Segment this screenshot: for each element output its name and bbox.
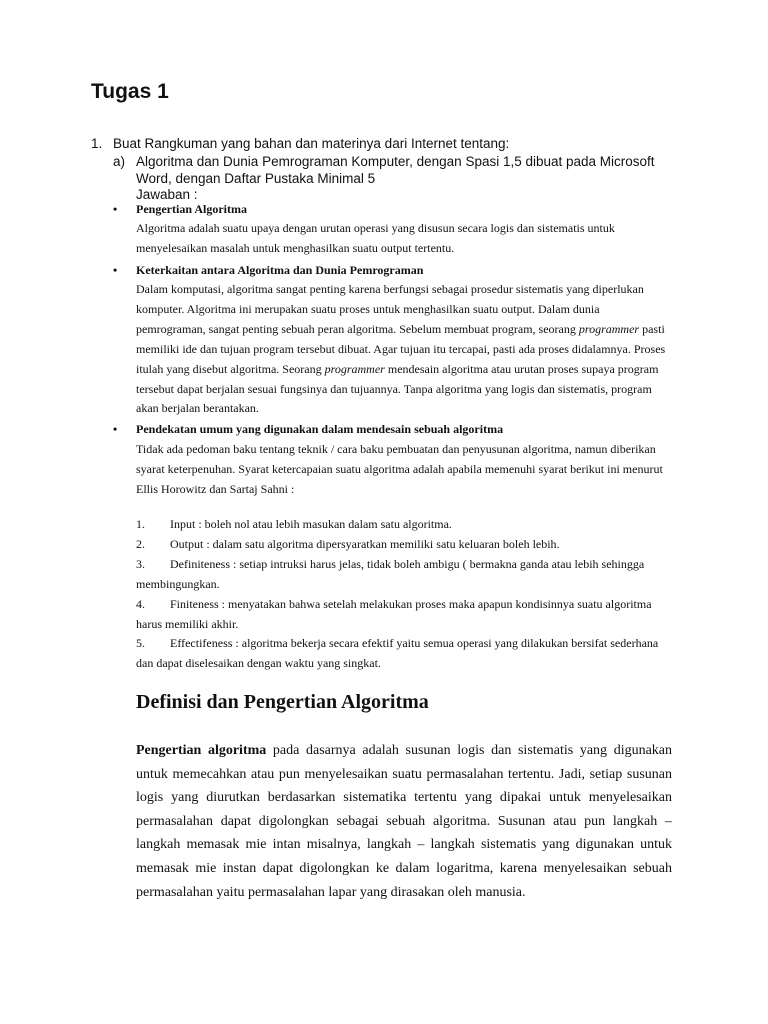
list-item: 2. Output : dalam satu algoritma dipersyaratkan memiliki satu keluaran boleh lebih. [136,536,560,551]
bullet-icon: • [113,263,118,277]
answer-label: Jawaban : [136,187,198,202]
definition-body: Pengertian algoritma pada dasarnya adalah susunan logis dan sistematis yang digunakan untuk memecahkan atau pun menyelesaikan suatu permasalahan tertentu. Jadi, setiap susunan logis yang diurutkan berdasarkan sistematika tertentu yang dipakai untuk menyelesaikan permasalahan dapat digolongkan sebagai sebuah algoritma. Susunan atau pun langkah – langkah memasak mie intan misalnya, langkah – langkah sistematis yang digunakan untuk memasak mie instan dapat digolongkan ke dalam logaritma, karena menyelesaikan sebuah permasalahan yaitu permasalahan lapar yang dirasakan oleh manusia. [136,743,673,900]
bold-term: Pengertian algoritma [136,743,267,758]
bullet-icon: • [113,422,118,436]
definition-heading: Definisi dan Pengertian Algoritma [136,691,429,713]
section-heading: Keterkaitan antara Algoritma dan Dunia Pemrograman [136,263,424,277]
requirements-list [136,515,670,674]
task-number: 1. [91,136,103,151]
subitem-text: Algoritma dan Dunia Pemrograman Komputer, dengan Spasi 1,5 dibuat pada Microsoft Word, dengan Daftar Pustaka Minimal 5 [136,154,655,186]
italic-term: programmer [578,321,640,336]
list-item: 4. Finiteness : menyatakan bahwa setelah melakukan proses maka apapun kondisinnya suatu algoritma harus memiliki akhir. [136,596,652,631]
list-item: 5. Effectifeness : algoritma bekerja secara efektif yaitu semua operasi yang dilakukan bersifat sederhana dan dapat diselesaikan dengan waktu yang singkat. [136,636,659,671]
section-body: Dalam komputasi, algoritma sangat penting karena berfungsi sebagai prosedur sistematis yang diperlukan komputer. Algoritma ini merupakan suatu proses untuk menghasilkan suatu output. Dalam dunia pemrograman, sangat penting sebuah peran algoritma. Sebelum membuat program, seorang programmer pasti memiliki ide dan tujuan program tersebut dibuat. Agar tujuan itu tercapai, pasti ada proses didalamnya. Proses itulah yang disebut algoritma. Seorang programmer mendesain algoritma atau urutan proses supaya program tersebut dapat berjalan sesuai fungsinya dan tujuannya. Tanpa algoritma yang logis dan sistematis, program akan berjalan berantakan. [136,282,666,416]
section-body: Algoritma adalah suatu upaya dengan urutan operasi yang disusun secara logis dan sistematis untuk menyelesaikan masalah untuk menghasilkan suatu output tertentu. [136,221,615,255]
bullet-icon: • [113,202,118,216]
list-item: 3. Definiteness : setiap intruksi harus jelas, tidak boleh ambigu ( bermakna ganda atau lebih sehingga membingungkan. [136,556,645,591]
section-body: Tidak ada pedoman baku tentang teknik / cara baku pembuatan dan penyusunan algoritma, namun diberikan syarat keterpenuhan. Syarat ketercapaian suatu algoritma adalah apabila memenuhi syarat berikut ini menurut Ellis Horowitz dan Sartaj Sahni : [136,442,663,496]
task-text: Buat Rangkuman yang bahan dan materinya dari Internet tentang: [113,136,510,151]
list-item: 1. Input : boleh nol atau lebih masukan dalam satu algoritma. [136,517,452,531]
page-title: Tugas 1 [91,80,169,103]
subitem-label: a) [113,154,126,169]
italic-term: programmer [324,361,385,376]
section-heading: Pengertian Algoritma [136,202,247,216]
section-heading: Pendekatan umum yang digunakan dalam mendesain sebuah algoritma [136,422,504,436]
